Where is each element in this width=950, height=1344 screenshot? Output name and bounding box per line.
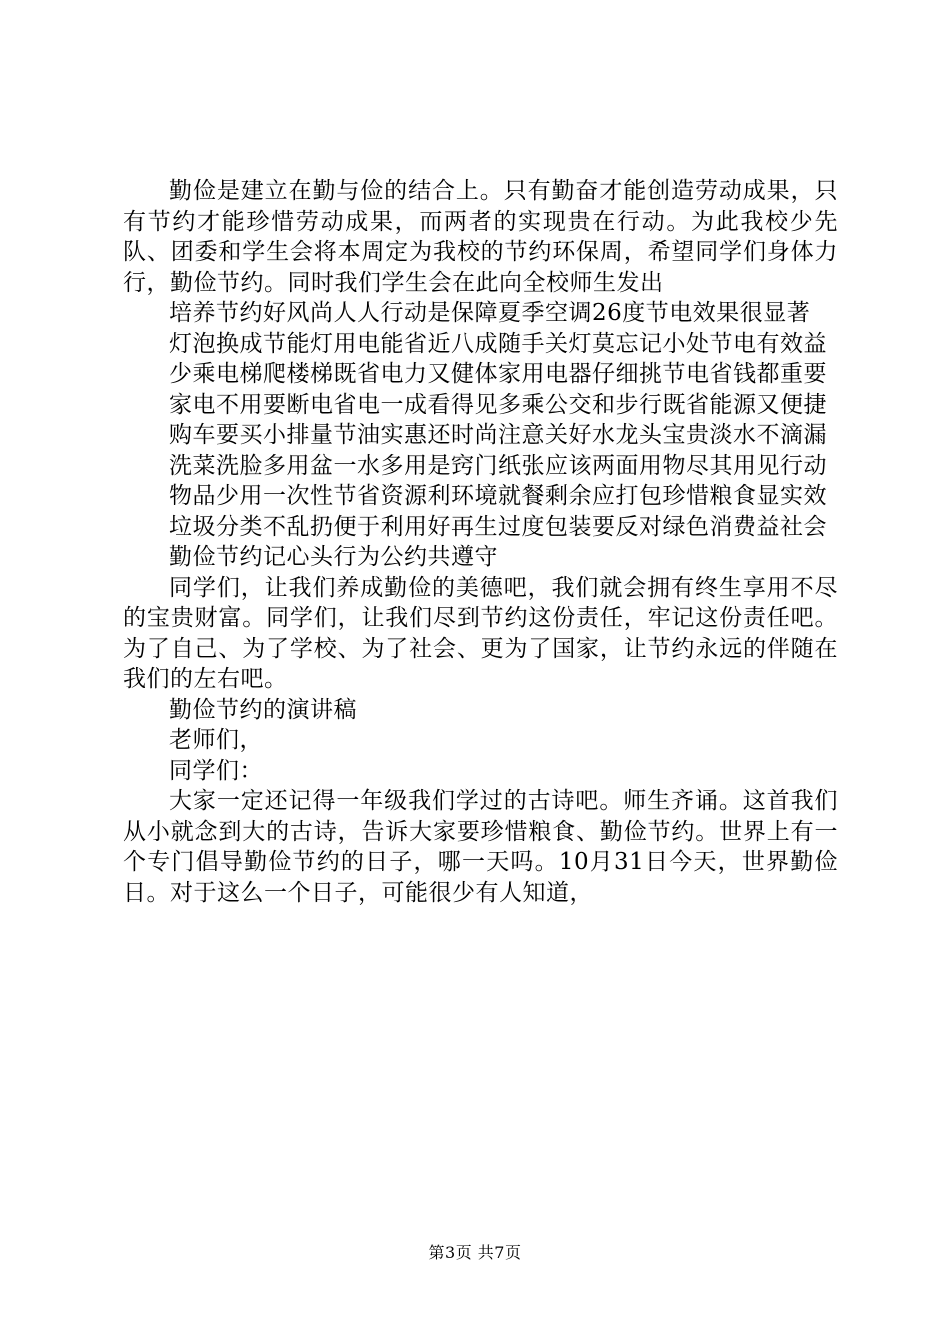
paragraph-intro: 勤俭是建立在勤与俭的结合上。只有勤奋才能创造劳动成果，只有节约才能珍惜劳动成果，而两者的实现贵在行动。为此我校少先队、团委和学生会将本周定为我校的节约环保周，希望同学们身体力行，勤俭节约。同时我们学生会在此向全校师生发出: [123, 178, 838, 296]
page-footer: 第3页 共7页: [428, 1243, 522, 1262]
speech-title: 勤俭节约的演讲稿: [169, 696, 357, 723]
salutation-students: 同学们：: [169, 757, 263, 784]
document-body: [123, 176, 838, 908]
slogan-line-5: 购车要买小排量节油实惠还时尚注意关好水龙头宝贵淡水不滴漏: [169, 422, 827, 448]
paragraph-speech-body: 大家一定还记得一年级我们学过的古诗吧。师生齐诵。这首我们从小就念到大的古诗，告诉大家要珍惜粮食、勤俭节约。世界上有一个专门倡导勤俭节约的日子，哪一天吗。10月31日今天，世界勤俭日。对于这么一个日子，可能很少有人知道，: [123, 788, 838, 906]
paragraph-appeal: 同学们，让我们养成勤俭的美德吧，我们就会拥有终生享用不尽的宝贵财富。同学们，让我们尽到节约这份责任，牢记这份责任吧。为了自己、为了学校、为了社会、更为了国家，让节约永远的伴随在我们的左右吧。: [123, 574, 838, 692]
slogan-line-2: 灯泡换成节能灯用电能省近八成随手关灯莫忘记小处节电有效益: [169, 330, 827, 357]
salutation-teachers: 老师们，: [169, 727, 263, 753]
slogan-line-7: 物品少用一次性节省资源利环境就餐剩余应打包珍惜粮食显实效: [169, 483, 827, 509]
slogan-closing: 勤俭节约记心头行为公约共遵守: [169, 544, 498, 570]
slogan-line-8: 垃圾分类不乱扔便于利用好再生过度包装要反对绿色消费益社会: [169, 513, 827, 540]
slogan-line-6: 洗菜洗脸多用盆一水多用是窍门纸张应该两面用物尽其用见行动: [169, 452, 827, 479]
slogan-line-4: 家电不用要断电省电一成看得见多乘公交和步行既省能源又便捷: [169, 391, 827, 418]
slogan-line-1: 培养节约好风尚人人行动是保障夏季空调26度节电效果很显著: [169, 300, 811, 326]
slogan-line-3: 少乘电梯爬楼梯既省电力又健体家用电器仔细挑节电省钱都重要: [169, 361, 827, 387]
